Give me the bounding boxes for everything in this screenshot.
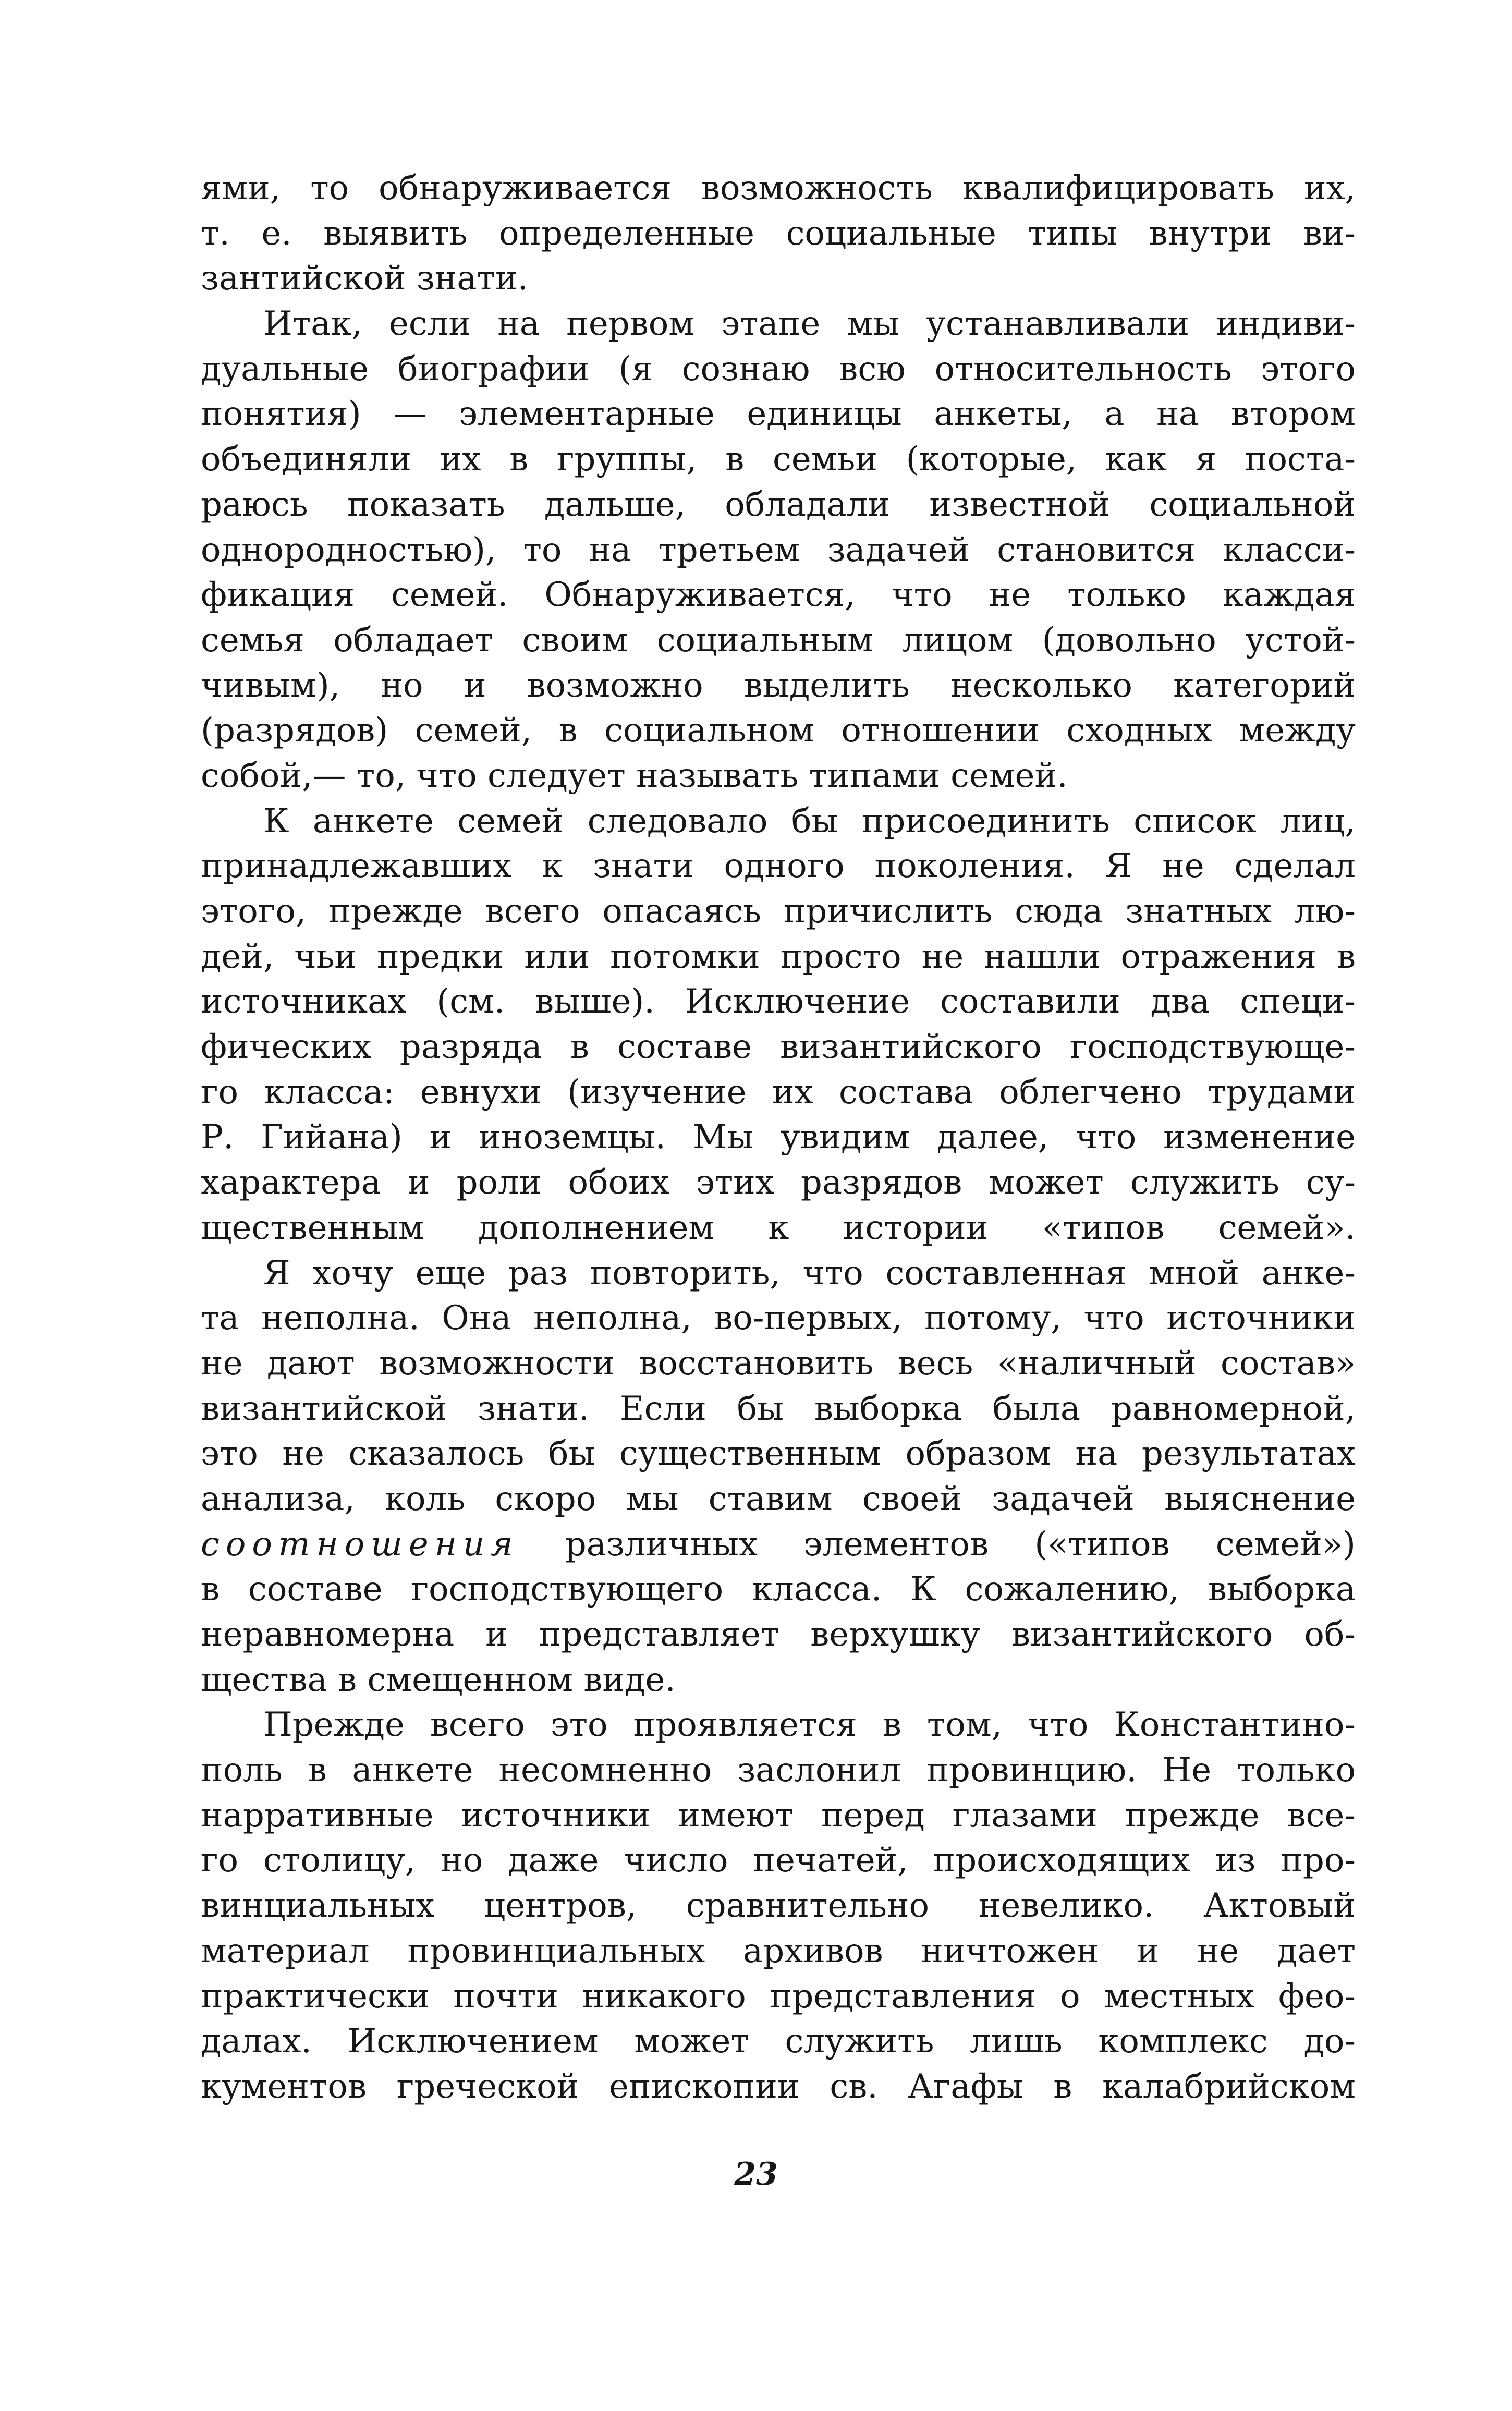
text-line: источниках (см. выше). Исключение составили два специ- [201, 982, 1356, 1021]
text-line: принадлежавших к знати одного поколения. Я не сделал [201, 847, 1356, 886]
paragraph-2 [201, 301, 1356, 799]
text-line: поль в анкете несомненно заслонил провинцию. Не только [201, 1751, 1356, 1790]
text-line: фических разряда в составе византийского господствующе- [201, 1028, 1356, 1067]
text-line-with-spaced-word [201, 1522, 1356, 1567]
text-line: фикация семей. Обнаруживается, что не только каждая [201, 576, 1356, 615]
text-line: византийской знати. Если бы выборка была равномерной, [201, 1389, 1356, 1428]
text-line: Прежде всего это проявляется в том, что Константино- [263, 1706, 1356, 1745]
text-line: практически почти никакого представления о местных фео- [201, 1977, 1356, 2016]
text-line: далах. Исключением может служить лишь комплекс до- [201, 2022, 1356, 2061]
paragraph-1 [201, 166, 1356, 301]
text-line: (разрядов) семей, в социальном отношении сходных между [201, 711, 1356, 750]
text-line: в составе господствующего класса. К сожалению, выборка [201, 1570, 1356, 1609]
text-line: Я хочу еще раз повторить, что составленная мной анке- [263, 1253, 1356, 1293]
paragraph-5 [201, 1702, 1356, 2109]
text-line: Итак, если на первом этапе мы устанавливали индиви- [263, 305, 1356, 344]
text-line: зантийской знати. [201, 259, 528, 298]
text-line: этого, прежде всего опасаясь причислить сюда знатных лю- [201, 892, 1356, 931]
paragraph-4 [201, 1251, 1356, 1703]
text-line: не дают возможности восстановить весь «наличный состав» [201, 1344, 1356, 1383]
text-line: К анкете семей следовало бы присоединить список лиц, [263, 801, 1356, 841]
text-line: го столицу, но даже число печатей, происходящих из про- [201, 1841, 1356, 1880]
text-line: понятия) — элементарные единицы анкеты, а на втором [201, 395, 1356, 434]
page-number: 23 [734, 2156, 778, 2193]
text-line: кументов греческой епископии св. Агафы в калабрийском [201, 2067, 1356, 2106]
text-line-rest: различных элементов («типов семей») [519, 1525, 1356, 1564]
text-line: нарративные источники имеют перед глазами прежде все- [201, 1796, 1356, 1835]
text-line: семья обладает своим социальным лицом (довольно устой- [201, 620, 1356, 660]
text-line: чивым), но и возможно выделить несколько категорий [201, 666, 1356, 705]
text-line: объединяли их в группы, в семьи (которые, как я поста- [201, 440, 1356, 479]
text-line: дей, чьи предки или потомки просто не нашли отражения в [201, 937, 1356, 976]
text-line: винциальных центров, сравнительно невелико. Актовый [201, 1886, 1356, 1926]
text-line: собой,— то, что следует называть типами семей. [201, 756, 1068, 795]
text-line: го класса: евнухи (изучение их состава облегчено трудами [201, 1073, 1356, 1112]
text-line: щества в смещенном виде. [201, 1660, 676, 1699]
text-line: щественным дополнением к истории «типов семей». [201, 1208, 1356, 1247]
text-line: однородностью), то на третьем задачей становится класси- [201, 530, 1356, 569]
text-line: это не сказалось бы существенным образом на результатах [201, 1434, 1356, 1474]
text-line: анализа, коль скоро мы ставим своей задачей выяснение [201, 1479, 1356, 1518]
text-line: ями, то обнаруживается возможность квалифицировать их, [201, 169, 1356, 208]
text-line: дуальные биографии (я сознаю всю относительность этого [201, 349, 1356, 388]
text-line: Р. Гийана) и иноземцы. Мы увидим далее, что изменение [201, 1118, 1356, 1157]
text-line: раюсь показать дальше, обладали известной социальной [201, 485, 1356, 524]
text-line: материал провинциальных архивов ничтожен и не дает [201, 1931, 1356, 1970]
text-line: неравномерна и представляет верхушку византийского об- [201, 1615, 1356, 1654]
paragraph-3 [201, 799, 1356, 1251]
spaced-emphasis-word: соотношения [201, 1525, 519, 1564]
body-text [201, 166, 1356, 2110]
text-line: та неполна. Она неполна, во-первых, потому, что источники [201, 1299, 1356, 1338]
text-line: т. е. выявить определенные социальные типы внутри ви- [201, 214, 1356, 253]
text-line: характера и роли обоих этих разрядов может служить су- [201, 1163, 1356, 1202]
